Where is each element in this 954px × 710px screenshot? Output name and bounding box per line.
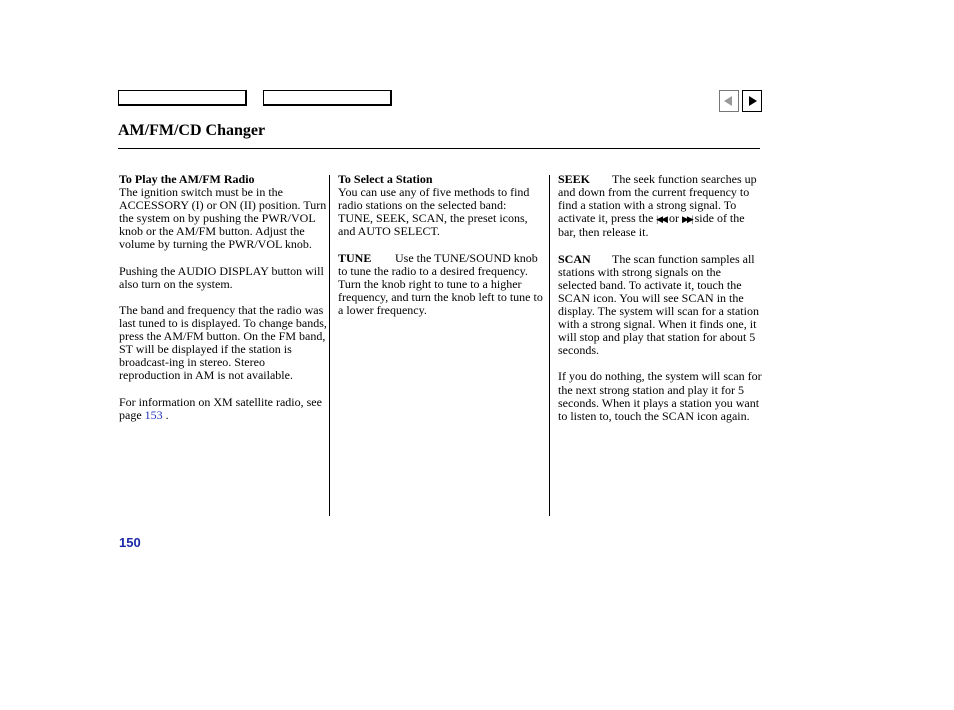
skip-forward-icon: ▶▶| [681,214,692,225]
index-nav-button[interactable] [263,90,392,106]
paragraph: You can use any of five methods to find radio stations on the selected band: TUNE, SEEK, SCAN, the preset icons, and AUTO SELECT. [338,185,530,239]
tune-term: TUNE [338,250,372,265]
title-divider [118,148,760,149]
scan-term: SCAN [558,251,591,266]
section-heading: To Play the AM/FM Radio [119,172,255,186]
xm-text-suffix: . [162,407,169,422]
section-heading: To Select a Station [338,172,433,186]
seek-description: The seek function searches up and down from the current frequency to find a station with a strong signal. To activate it, press the [558,172,757,226]
previous-page-button[interactable] [719,90,739,112]
column-select-station [338,173,543,330]
triangle-left-icon [724,96,732,106]
paragraph: Pushing the AUDIO DISPLAY button will also turn on the system. [119,263,324,291]
xm-text: For information on XM satellite radio, see page [119,394,322,422]
tune-paragraph [338,252,543,317]
seek-term: SEEK [558,172,591,186]
paragraph: The ignition switch must be in the ACCESSORY (I) or ON (II) position. Turn the system on by pushing the PWR/VOL knob or the AM/FM button. Adjust the volume by turning the PWR/VOL knob. [119,185,327,252]
skip-back-icon: |◀◀ [656,214,666,225]
tune-description: Use the TUNE/SOUND knob to tune the radio to a desired frequency. Turn the knob right to tune to a higher frequency, and turn the knob left to tune to a lower frequency. [338,250,543,317]
contents-nav-button[interactable] [118,90,247,106]
triangle-right-icon [749,96,757,106]
column-seek-scan [558,173,762,436]
page-title: AM/FM/CD Changer [118,122,266,139]
column-radio-basics [119,173,329,435]
paragraph: The band and frequency that the radio was last tuned to is displayed. To change bands, press the AM/FM button. On the FM band, ST will be displayed if the station is broadcast-ing in stereo. Stereo reproduction in AM is not available. [119,302,327,383]
next-page-button[interactable] [742,90,762,112]
seek-description-end: side of the bar, then release it. [558,211,745,240]
page-number: 150 [119,535,141,550]
column-divider [549,175,550,516]
column-divider [329,175,330,516]
seek-or: or [668,211,679,226]
paragraph: If you do nothing, the system will scan for the next strong station and play it for 5 seconds. When it plays a station you want to listen to, touch the SCAN icon again. [558,369,762,423]
scan-paragraph [558,253,762,358]
scan-description: The scan function samples all stations with strong signals on the selected band. To activate it, touch the SCAN icon. You will see SCAN in the display. The system will scan for a station with a strong signal. When it finds one, it will stop and play that station for about 5 seconds. [558,251,759,358]
seek-paragraph [558,173,762,239]
paragraph-xm-reference [119,396,329,422]
page-link-153[interactable]: 153 [144,407,163,422]
